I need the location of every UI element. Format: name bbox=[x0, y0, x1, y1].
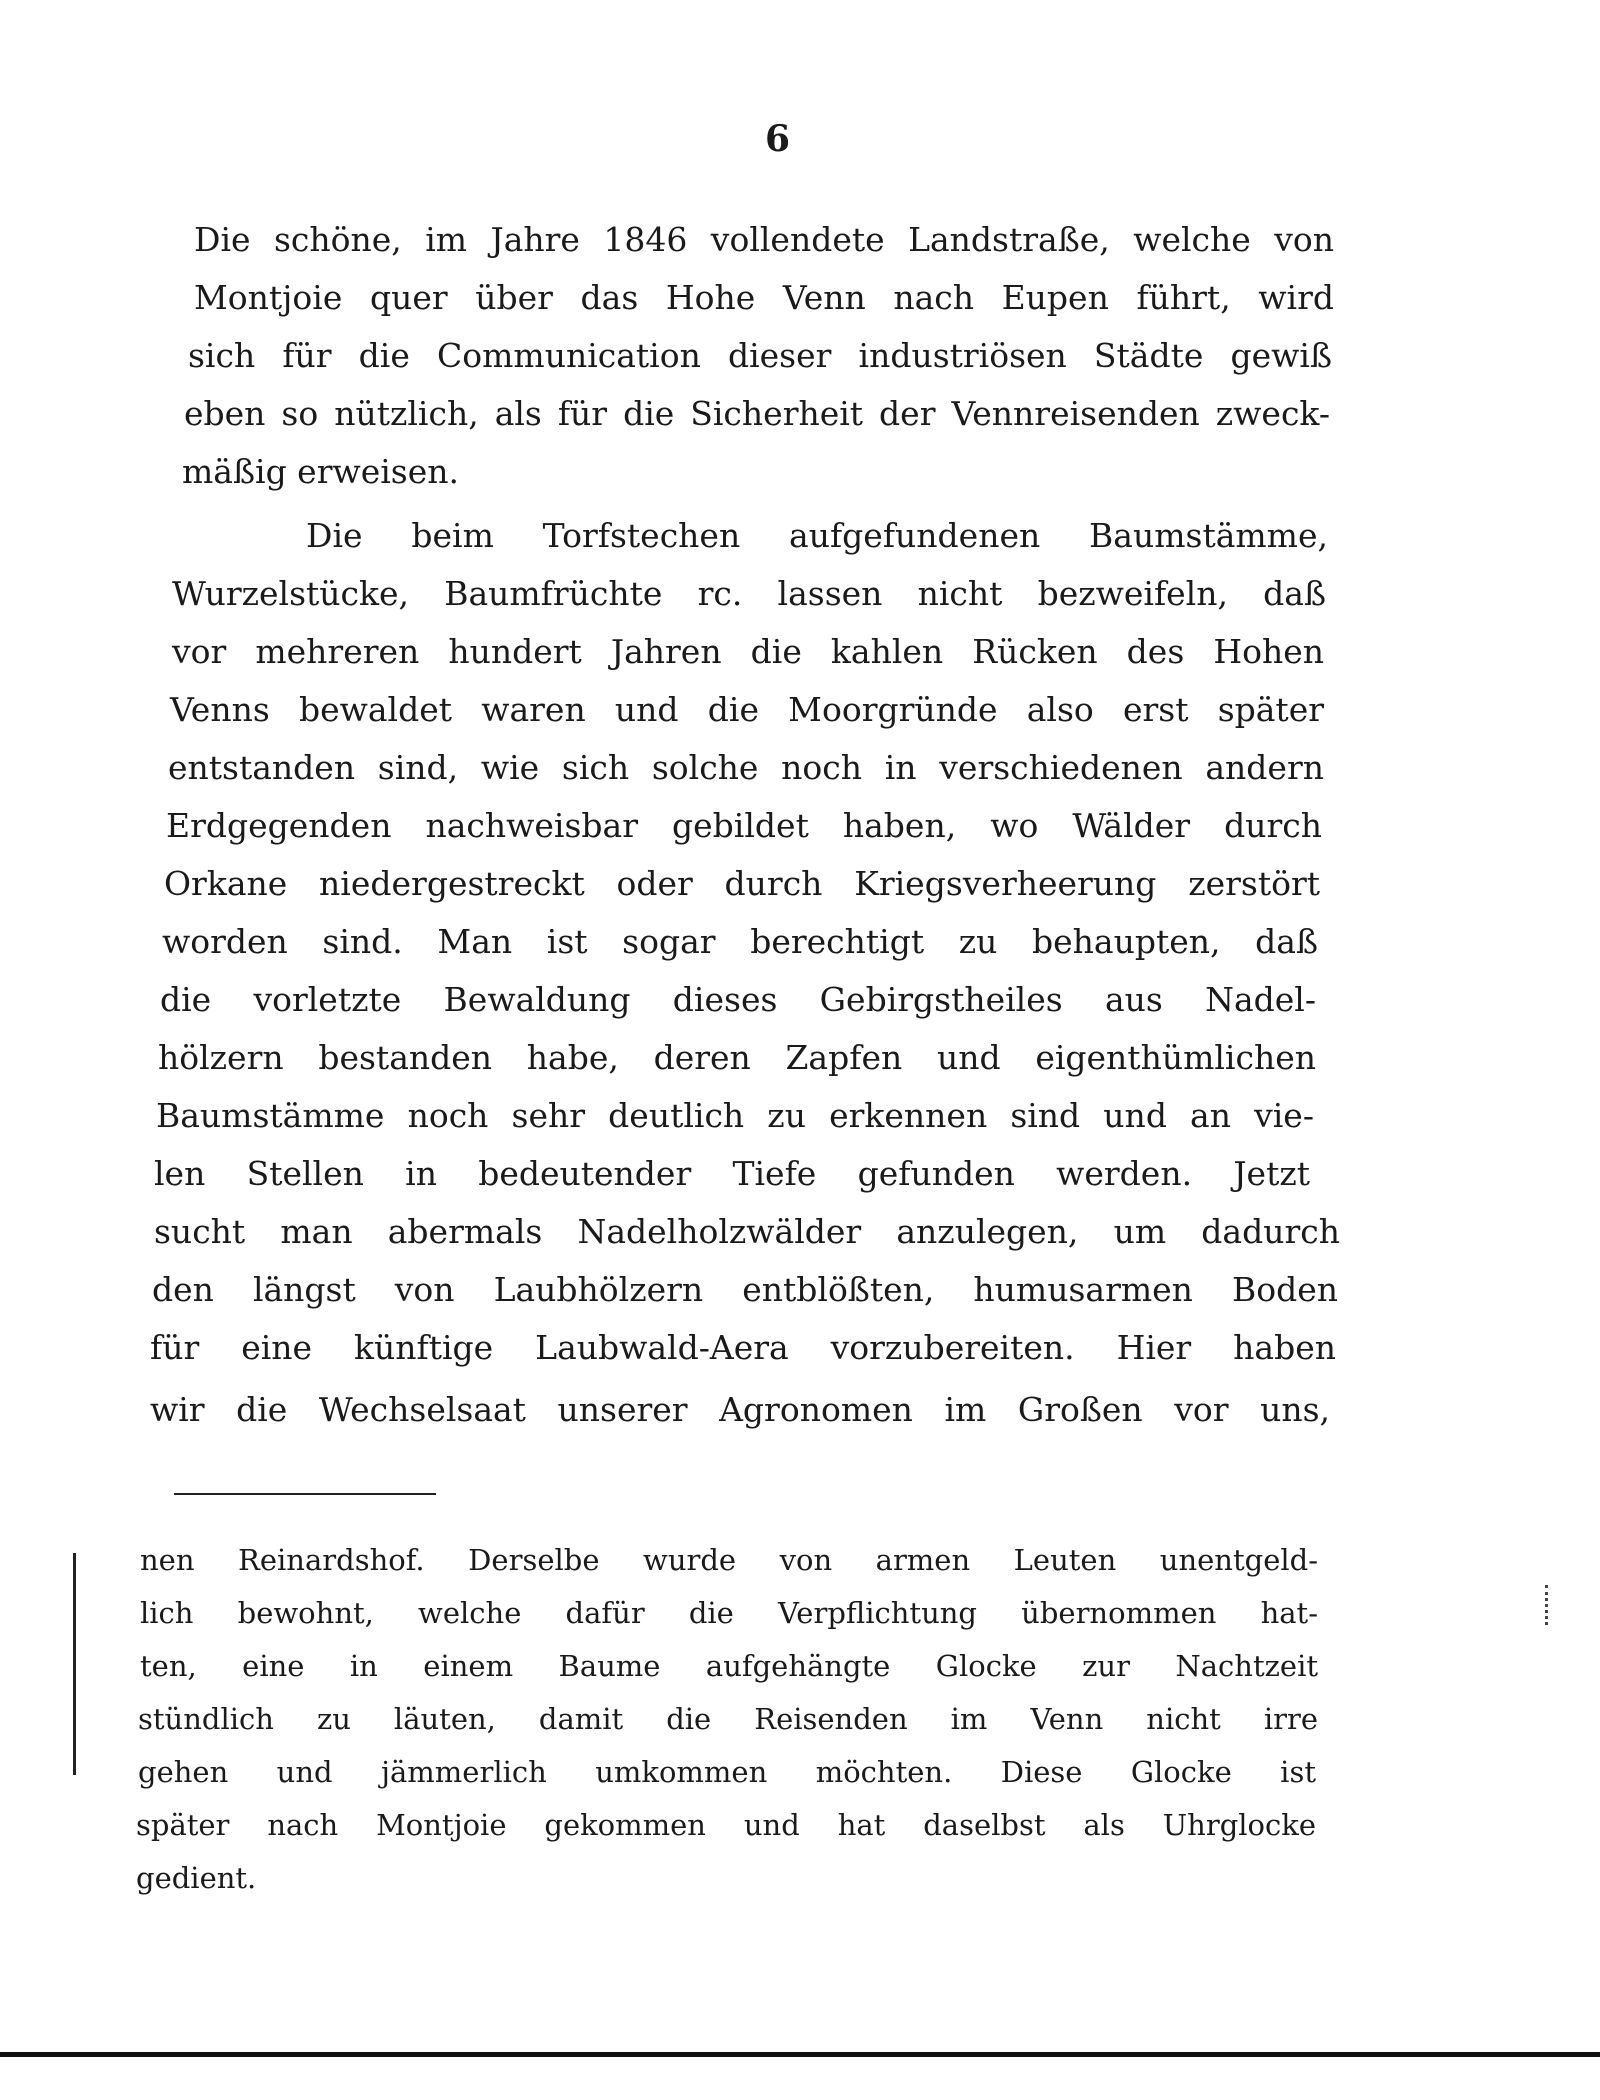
footnote-line: nen Reinardshof. Derselbe wurde von armen Leuten unentgeld- bbox=[140, 1543, 1318, 1577]
margin-dots bbox=[1545, 1585, 1552, 1625]
text-line: entstanden sind, wie sich solche noch in verschiedenen andern bbox=[168, 748, 1324, 787]
page-edge-line bbox=[0, 2052, 1600, 2057]
footnote-line: ten, eine in einem Baume aufgehängte Glocke zur Nachtzeit bbox=[140, 1649, 1318, 1683]
text-line: wir die Wechselsaat unserer Agronomen im Großen vor uns, bbox=[150, 1390, 1330, 1429]
text-line: Erdgegenden nachweisbar gebildet haben, wo Wälder durch bbox=[166, 806, 1322, 845]
text-line: Die schöne, im Jahre 1846 vollendete Landstraße, welche von bbox=[194, 220, 1334, 259]
footnote-divider bbox=[174, 1493, 436, 1495]
text-line: Die beim Torfstechen aufgefundenen Baumstämme, bbox=[306, 516, 1328, 555]
text-line: Wurzelstücke, Baumfrüchte rc. lassen nicht bezweifeln, daß bbox=[172, 574, 1326, 613]
text-line: len Stellen in bedeutender Tiefe gefunden werden. Jetzt bbox=[154, 1154, 1310, 1193]
text-line: Orkane niedergestreckt oder durch Kriegsverheerung zerstört bbox=[164, 864, 1320, 903]
text-line: Venns bewaldet waren und die Moorgründe also erst später bbox=[170, 690, 1324, 729]
text-line: hölzern bestanden habe, deren Zapfen und eigenthümlichen bbox=[158, 1038, 1316, 1077]
footnote-line: stündlich zu läuten, damit die Reisenden im Venn nicht irre bbox=[138, 1702, 1318, 1736]
text-line: eben so nützlich, als für die Sicherheit der Vennreisenden zweck- bbox=[184, 394, 1330, 433]
footnote-line: später nach Montjoie gekommen und hat daselbst als Uhrglocke bbox=[136, 1808, 1316, 1842]
text-line: sucht man abermals Nadelholzwälder anzulegen, um dadurch bbox=[154, 1212, 1340, 1251]
footnote-line: lich bewohnt, welche dafür die Verpflichtung übernommen hat- bbox=[140, 1596, 1318, 1630]
text-line: vor mehreren hundert Jahren die kahlen Rücken des Hohen bbox=[172, 632, 1324, 671]
page-number: 6 bbox=[765, 118, 791, 160]
footnote-line: gehen und jämmerlich umkommen möchten. Diese Glocke ist bbox=[138, 1755, 1316, 1789]
margin-line bbox=[73, 1553, 76, 1775]
text-line: Baumstämme noch sehr deutlich zu erkennen sind und an vie- bbox=[156, 1096, 1314, 1135]
footnote-line: gedient. bbox=[136, 1861, 257, 1895]
text-line: sich für die Communication dieser industriösen Städte gewiß bbox=[188, 336, 1332, 375]
text-line: die vorletzte Bewaldung dieses Gebirgstheiles aus Nadel- bbox=[160, 980, 1316, 1019]
text-line: worden sind. Man ist sogar berechtigt zu behaupten, daß bbox=[162, 922, 1318, 961]
text-line: den längst von Laubhölzern entblößten, humusarmen Boden bbox=[152, 1270, 1338, 1309]
text-line: Montjoie quer über das Hohe Venn nach Eupen führt, wird bbox=[194, 278, 1334, 317]
text-line: mäßig erweisen. bbox=[182, 452, 460, 491]
text-line: für eine künftige Laubwald-Aera vorzubereiten. Hier haben bbox=[150, 1328, 1336, 1367]
